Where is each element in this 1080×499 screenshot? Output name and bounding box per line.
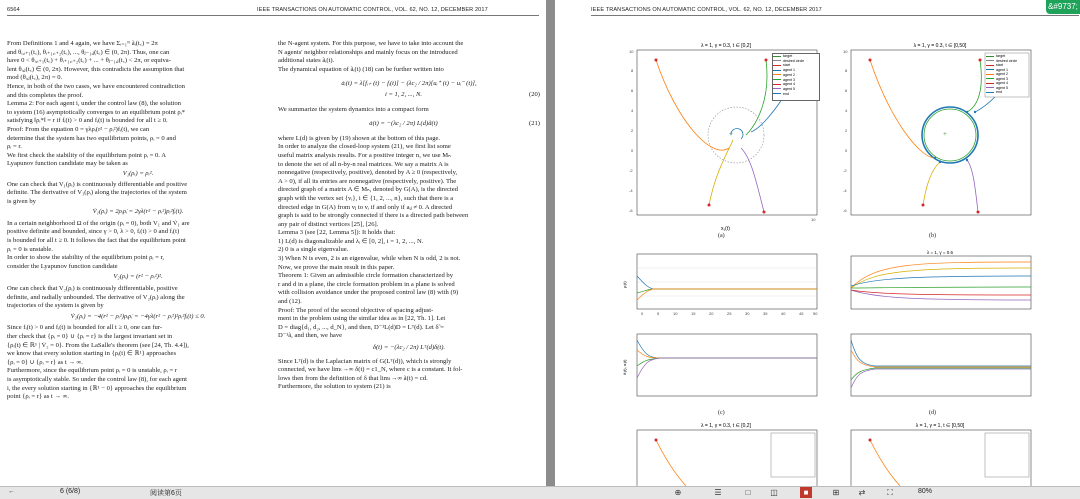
text-line: connected, we have limₜ→∞ δ(t) = c1_N, where c is a constant. It fol- — [278, 366, 463, 374]
rho-ylabel: ρᵢ(t) — [622, 281, 627, 288]
angles-ylabel: θᵢ(t), aᵢ(t) — [622, 359, 627, 375]
text-line: directed edge in G(A) from vⱼ to vᵢ if and only if aᵢⱼ ≠ 0. A directed — [278, 203, 453, 211]
legend-swatch — [773, 79, 781, 80]
legend-swatch — [773, 65, 781, 66]
left-column — [7, 40, 269, 402]
svg-text:6: 6 — [845, 88, 848, 93]
pdf-icon[interactable]: ■ — [800, 487, 812, 498]
svg-text:4: 4 — [631, 108, 634, 113]
figure-a-title: λ = 1, γ = 0.3, t ∈ [0,2] — [701, 43, 751, 49]
text-line: Lemma 3 (see [22, Lemma 5]): It holds that: — [278, 229, 396, 237]
legend-swatch — [986, 83, 994, 84]
text-line: is bounded for all t ≥ 0. It follows the fact that the equilibrium point — [7, 237, 186, 245]
text-line: with collision avoidance under the proposed control law (8) with (9) — [278, 289, 459, 297]
legend-label: agent 3 — [783, 77, 795, 82]
legend-label: end — [783, 91, 789, 96]
page-number: 6564 — [7, 7, 20, 13]
svg-text:2: 2 — [631, 128, 634, 133]
text-line: Hence, in both of the two cases, we have encountered contradiction — [7, 82, 185, 90]
legend-label: start — [996, 63, 1003, 67]
svg-text:30: 30 — [745, 311, 750, 316]
figure-rho-left — [621, 248, 831, 318]
svg-text:40: 40 — [781, 311, 786, 316]
legend-label: agent 2 — [996, 72, 1008, 76]
svg-text:0: 0 — [845, 148, 848, 153]
svg-text:8: 8 — [631, 68, 634, 73]
caption-d: (d) — [929, 410, 936, 416]
legend-label: agent 5 — [783, 86, 795, 91]
doc-label: 阅读第6页 — [150, 490, 182, 497]
legend-swatch — [773, 74, 781, 75]
text-line: In order to show the stability of the equilibrium point ρᵢ = r, — [7, 254, 165, 262]
text-line: From Definitions 1 and 4 again, we have Σᵢ₌₁ᴺ ãᵢ(t꜀) = 2π — [7, 40, 158, 47]
svg-text:25: 25 — [727, 311, 732, 316]
text-line: One can check that V₁(ρᵢ) is continuously differentiable and positive — [7, 180, 188, 188]
running-header-right: IEEE TRANSACTIONS ON AUTOMATIC CONTROL, VOL. 62, NO. 12, DECEMBER 2017 — [591, 7, 822, 13]
desired-circle — [708, 107, 764, 163]
svg-text:-6: -6 — [843, 208, 847, 213]
text-line: In a certain neighborhood Ω of the origin (ρᵢ = 0), both V₁ and V̇₁ are — [7, 219, 190, 227]
two-page-icon[interactable]: ◫ — [770, 488, 778, 497]
text-line: definite, and radially unbounded. The derivative of V₂(ρᵢ) along the — [7, 293, 185, 301]
svg-text:8: 8 — [845, 68, 848, 73]
text-line: the N-agent system. For this purpose, we have to take into account the — [278, 40, 464, 47]
legend-label: end — [996, 90, 1002, 94]
text-line: 3) When N is even, 2 is an eigenvalue, while when N is odd, 2 is not. — [278, 255, 461, 263]
text-line: i, the every solution starting in {ℝ¹ − 0} approaches the equilibrium — [7, 384, 187, 392]
svg-text:10: 10 — [673, 311, 678, 316]
figure-d-angles — [835, 330, 1045, 410]
text-line: determine that the system has two equilibrium points, ρᵢ = 0 and — [7, 134, 176, 142]
legend-swatch — [986, 60, 994, 61]
text-line: any pair of distinct vertices [25], [26]. — [278, 220, 379, 228]
svg-text:2: 2 — [845, 128, 848, 133]
svg-text:10: 10 — [629, 49, 634, 54]
svg-text:10: 10 — [843, 49, 848, 54]
target-marker: + — [729, 130, 733, 138]
text-line: directed graph of a matrix A ∈ Mₙ, denoted by G(A), is the directed — [278, 186, 458, 194]
text-line: We summarize the system dynamics into a compact form — [278, 105, 429, 113]
text-line: additional states ãᵢ(t). — [278, 57, 335, 65]
fit-width-icon[interactable]: ⇄ — [858, 488, 866, 497]
svg-text:10: 10 — [811, 217, 816, 222]
legend-label: agent 1 — [996, 67, 1008, 72]
text-line: 2) 0 is a single eigenvalue. — [278, 246, 349, 254]
svg-text:-2: -2 — [629, 168, 633, 173]
text-line: useful matrix analysis results. For a positive integer n, we use Mₙ — [278, 151, 451, 159]
text-line: Since Lᵀ(d) is the Laplacian matrix of G(Lᵀ(d)), which is strongly — [278, 357, 452, 365]
legend-swatch — [986, 69, 994, 70]
caption-a: (a) — [718, 233, 725, 239]
svg-text:4: 4 — [845, 108, 848, 113]
text-line: Furthermore, the solution to system (21) is — [278, 383, 391, 391]
legend-swatch — [986, 87, 994, 88]
user-avatar-badge[interactable] — [1046, 0, 1080, 25]
text-line: positive definite and bounded, since γ > 0, λ > 0, fᵢ(t) > 0 and fᵢ(t) — [7, 228, 180, 236]
right-column — [278, 40, 540, 392]
figure-b-title: λ = 1, γ = 0.3, t ∈ [0,50] — [913, 43, 967, 49]
text-line: One can check that V₂(ρᵢ) is continuously differentiable, positive — [7, 285, 178, 293]
text-line: is given by — [7, 197, 36, 205]
text-line: Proof: From the equation 0 = γλρᵢ(r² − ρᵢ²)fᵢ(t), we can — [7, 125, 150, 133]
text-line: In order to analyze the closed-loop system (21), we first list some — [278, 143, 451, 151]
text-line: have 0 < θᵢ,ᵢ₊₁(t꜀) + θᵢ₊₁,ᵢ₊₂(t꜀) + ... + θⱼ₋₁,ⱼ(t꜀) < 2π, or equiva- — [7, 57, 171, 65]
status-bar — [0, 486, 1080, 499]
text-line: The dynamical equation of ãᵢ(t) (18) can be further written into — [278, 65, 444, 73]
legend-item — [986, 90, 1028, 95]
equation-delta-dot: δ̇(t) = −(λc₂ / 2π) Lᵀ(d)δ(t). — [372, 344, 446, 351]
equation-21: ȧ(t) = −(λc₂ / 2π) L(d)ã(t) — [369, 120, 438, 128]
text-line: N agents' neighbor relationships and mainly focus on the introduced — [278, 48, 458, 56]
right-page — [555, 0, 1080, 486]
svg-text:+: + — [943, 130, 947, 138]
legend-label: agent 4 — [783, 82, 795, 87]
corner-badge-text: &#9737; 全 — [1048, 2, 1078, 25]
text-line: and θᵢ,ᵢ₊₁(t꜀), θᵢ₊₁,ᵢ₊₂(t꜀), ..., θⱼ₋₁,ⱼ(t꜀) ∈ (0, 2π). Thus, one can — [7, 48, 170, 56]
legend-swatch — [773, 70, 781, 71]
legend-label: target — [783, 54, 793, 58]
text-line: where L(d) is given by (19) shown at the bottom of this page. — [278, 134, 441, 142]
figure-f-trajectory — [835, 420, 1045, 486]
text-line: nonnegative (respectively, positive), denoted by A ≥ 0 (respectively, — [278, 169, 458, 177]
text-line: D = diag{d₁, d₂, ..., d_N}, and then, D⁻¹L(d)D = Lᵀ(d). Let δ̃ = — [278, 323, 444, 331]
text-line: is asymptotically stable. So under the control law (8), for each agent — [7, 375, 187, 383]
text-line: graph is said to be strongly connected if there is a directed path between — [278, 212, 469, 220]
text-line: We first check the stability of the equilibrium point ρᵢ = 0. A — [7, 151, 166, 159]
figure-e-title: λ = 1, γ = 0.3, t ∈ [0,2] — [701, 423, 751, 429]
text-line: Proof: The proof of the second objective of spacing adjust- — [278, 306, 434, 314]
svg-text:6: 6 — [631, 88, 634, 93]
svg-text:15: 15 — [691, 311, 696, 316]
svg-text:50: 50 — [813, 311, 818, 316]
zoom-level[interactable]: 80% — [918, 488, 933, 495]
svg-text:35: 35 — [763, 311, 768, 316]
figure-c-angles — [621, 330, 831, 410]
equation-20: ȧᵢ(t) = λ[fᵢ₊ (t) − fᵢ(t)] − (λc₂ / 2π)[uᵢ⁺ (t) − uᵢ⁻ (t)], — [341, 80, 477, 88]
text-line: to system (16) asymptotically converges to an equilibrium point ρᵢ* — [7, 108, 186, 116]
text-line: D⁻¹ã, and then, we have — [278, 332, 343, 340]
equation-v2: V₂(ρᵢ) = (r² − ρᵢ²)². — [113, 273, 163, 281]
legend-swatch — [773, 88, 781, 89]
figure-rho-right-title: λ = 1, γ = 0.6 — [926, 250, 954, 255]
left-page — [0, 0, 546, 486]
text-line: {ρᵢ = 0} ∪ {ρᵢ = r} as t → ∞. — [7, 358, 83, 366]
equation-number-21: (21) — [529, 120, 540, 128]
legend-swatch — [986, 56, 994, 57]
figure-rho-right — [835, 248, 1045, 318]
svg-text:-4: -4 — [843, 188, 847, 193]
equation-v1: V₁(ρᵢ) = ρᵢ². — [122, 169, 154, 177]
text-line: to denote the set of all n-by-n real matrices. We say a matrix A is — [278, 160, 449, 168]
svg-text:-4: -4 — [629, 188, 633, 193]
legend-swatch — [986, 78, 994, 79]
text-line: lows then from the definition of δ that limₜ→∞ ã(t) = cd. — [278, 374, 428, 382]
text-line: we know that every solution starting in {ρᵢ(t) ∈ ℝ¹} approaches — [7, 350, 177, 358]
text-line: Since fᵢ(t) > 0 and fᵢ(t) is bounded for all t ≥ 0, one can fur- — [7, 324, 163, 332]
text-line: ther check that {ρᵢ = 0} ∪ {ρᵢ = r} is the largest invariant set in — [7, 333, 173, 340]
text-line: r and d in a plane, the circle formation problem in a plane is solved — [278, 280, 455, 288]
svg-text:20: 20 — [709, 311, 714, 316]
legend-label: desired circle — [783, 58, 805, 63]
legend-swatch — [773, 93, 781, 94]
text-line: definite. The derivative of V₁(ρᵢ) along the trajectories of the system — [7, 189, 187, 197]
equation-v1-dot: V̇₁(ρᵢ) = 2ρᵢρ̇ᵢ = 2γλ(r² − ρᵢ²)ρᵢ²fᵢ(t). — [92, 208, 184, 216]
svg-text:-6: -6 — [629, 208, 633, 213]
svg-text:45: 45 — [799, 311, 804, 316]
legend-label: start — [783, 63, 790, 68]
text-line: ρᵢ = r. — [7, 143, 22, 151]
equation-number-20: (20) — [529, 90, 540, 98]
zoom-out-icon[interactable]: ☰ — [714, 488, 722, 497]
svg-text:5: 5 — [657, 311, 660, 316]
text-line: {ρᵢ(t) ∈ ℝ¹ | V̇₂ = 0}. From the LaSalle's theorem (see [24, Th. 4.4]), — [7, 341, 189, 349]
text-line: Theorem 1: Given an admissible circle formation characterized by — [278, 272, 454, 280]
text-line: A > 0), if all its entries are nonnegative (respectively, positive). The — [278, 177, 457, 185]
text-line: Furthermore, since the equilibrium point ρᵢ = 0 is unstable, ρᵢ = r — [7, 367, 178, 375]
header-rule — [7, 15, 539, 16]
text-line: point {ρᵢ = r} as t → ∞. — [7, 393, 69, 401]
legend-swatch — [986, 74, 994, 75]
single-page-icon[interactable]: □ — [745, 488, 751, 497]
legend-label: agent 5 — [996, 85, 1008, 90]
text-line: lent θᵢ,ⱼ(t꜀) ∈ (0, 2π). However, this contradicts the assumption that — [7, 65, 185, 73]
text-line: trajectories of the system is given by — [7, 302, 104, 310]
legend-swatch — [986, 65, 994, 66]
text-line: ment in the problem using the similar idea as in [22, Th. 1]. Let — [278, 315, 446, 323]
text-line: Lyapunov function candidate may be taken as — [7, 160, 128, 168]
legend-swatch — [986, 92, 994, 93]
equation-20-index: i = 1, 2, ..., N. — [384, 90, 423, 98]
equation-v2-dot: V̇₂(ρᵢ) = −4(r² − ρᵢ²)ρᵢρ̇ᵢ = −4γλ(r² − ρᵢ²)²ρᵢ²fᵢ(t) ≤ 0. — [70, 312, 206, 320]
svg-text:-2: -2 — [843, 168, 847, 173]
legend-label: target — [996, 54, 1006, 58]
fit-page-icon[interactable]: ⊞ — [832, 488, 840, 497]
figure-b-legend-items — [986, 54, 1028, 96]
text-line: mod (θᵢ,ⱼ(t꜀), 2π) = 0. — [7, 74, 63, 82]
text-line: and (12). — [278, 298, 302, 306]
legend-item — [773, 92, 819, 97]
text-line: and this completes the proof. — [7, 91, 84, 99]
legend-label: agent 1 — [783, 68, 795, 73]
text-line: Now, we prove the main result in this paper. — [278, 263, 395, 271]
fullscreen-icon[interactable]: ⛶ — [887, 488, 893, 497]
running-header: IEEE TRANSACTIONS ON AUTOMATIC CONTROL, VOL. 62, NO. 12, DECEMBER 2017 — [257, 7, 488, 13]
legend-swatch — [773, 60, 781, 61]
text-line: consider the Lyapunov function candidate — [7, 262, 118, 270]
header-rule-right — [591, 15, 1079, 16]
legend-label: agent 2 — [783, 72, 795, 77]
prev-page-arrow-icon[interactable]: ← — [8, 488, 15, 495]
legend-label: desired circle — [996, 58, 1018, 63]
figure-a-xlabel: x₁(t) — [721, 226, 730, 232]
figure-f-title: λ = 1, γ = 1, t ∈ [0,50] — [915, 423, 965, 429]
text-line: satisfying ‖ρᵢ*‖ = r if fᵢ(t) > 0 and fᵢ(t) is bounded for all t ≥ 0. — [7, 117, 168, 125]
caption-c: (c) — [718, 410, 725, 416]
figure-a-legend — [772, 53, 820, 101]
text-line: ρᵢ = 0 is unstable. — [7, 245, 53, 253]
figure-e-trajectory — [621, 420, 831, 486]
svg-text:0: 0 — [631, 148, 634, 153]
legend-swatch — [773, 56, 781, 57]
legend-label: agent 3 — [996, 76, 1008, 81]
text-line: 1) L(d) is diagonalizable and λᵢ ∈ [0, 2], i = 1, 2, ..., N. — [278, 237, 424, 245]
text-line: Lemma 2: For each agent i, under the control law (8), the solution — [7, 100, 181, 108]
page-indicator[interactable]: 6 (6/8) — [60, 488, 81, 495]
caption-b: (b) — [929, 233, 936, 239]
text-line: graph with the vertex set {vᵢ}, i ∈ {1, 2, ..., n}, such that there is a — [278, 194, 454, 202]
zoom-in-icon[interactable]: ⊕ — [674, 488, 682, 497]
legend-swatch — [773, 84, 781, 85]
svg-text:0: 0 — [641, 311, 644, 316]
legend-label: agent 4 — [996, 81, 1008, 85]
